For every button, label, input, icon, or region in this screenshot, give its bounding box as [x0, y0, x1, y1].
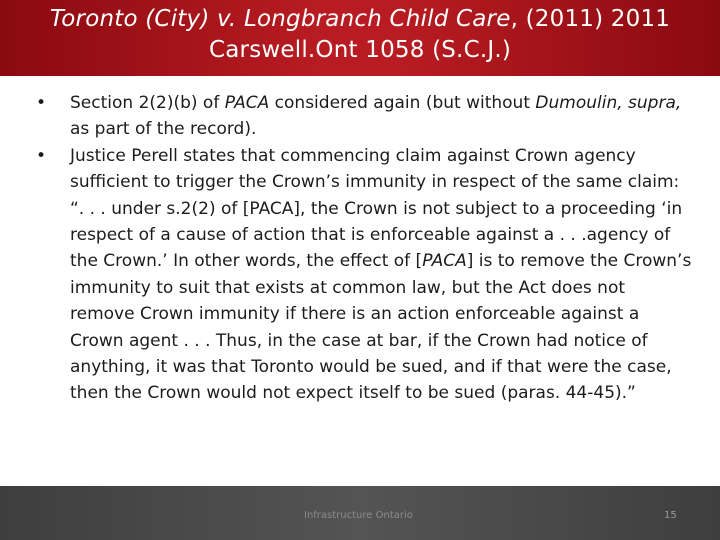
page-number: 15 [664, 510, 677, 521]
quote-block [32, 196, 692, 407]
quote-text: ] is to remove the Crown’s immunity to suit that exists at common law, but the Act does not remove Crown immunity if there is an action enforceable against a Crown agent . . . Thus, in the case at bar, if the Crown had notice of anything, it was that Toronto would be sued, and if that were the case, then the Crown would not expect itself to be sued (paras. 44-45).” [70, 251, 692, 404]
footer-bar [0, 486, 720, 540]
case-name: Toronto (City) v. Longbranch Child Care [49, 6, 511, 32]
title-bar [0, 0, 720, 76]
bullet-marker: • [35, 145, 47, 166]
bullet-marker: • [35, 93, 47, 113]
bullet-italic: Dumoulin, supra, [535, 93, 682, 113]
bullet-text: Section 2(2)(b) of [70, 93, 225, 113]
citation-part-1: , (2011) 2011 [510, 6, 671, 32]
bullet-italic: PACA [224, 93, 270, 113]
bullet-text: Justice Perell states that commencing claim against Crown agency sufficient to trigger the Crown’s immunity in respect of the same claim: [70, 145, 680, 193]
bullet-item [32, 90, 692, 143]
quote-text: “. . . under s.2(2) of [PACA], the Crown is not subject to a proceeding ‘in respect of a cause of action that is enforceable against a . . .agency of the Crown.’ In other words, the effect of [ [70, 198, 683, 272]
quote-italic: PACA [422, 251, 467, 272]
bullet-item [32, 143, 692, 196]
title-line-2: Carswell.Ont 1058 (S.C.J.) [208, 37, 512, 63]
title-line-1 [0, 4, 720, 35]
bullet-text: considered again (but without [269, 93, 536, 113]
footer-label: Infrastructure Ontario [304, 510, 413, 521]
slide-body [32, 90, 692, 407]
bullet-text: as part of the record). [70, 119, 257, 140]
